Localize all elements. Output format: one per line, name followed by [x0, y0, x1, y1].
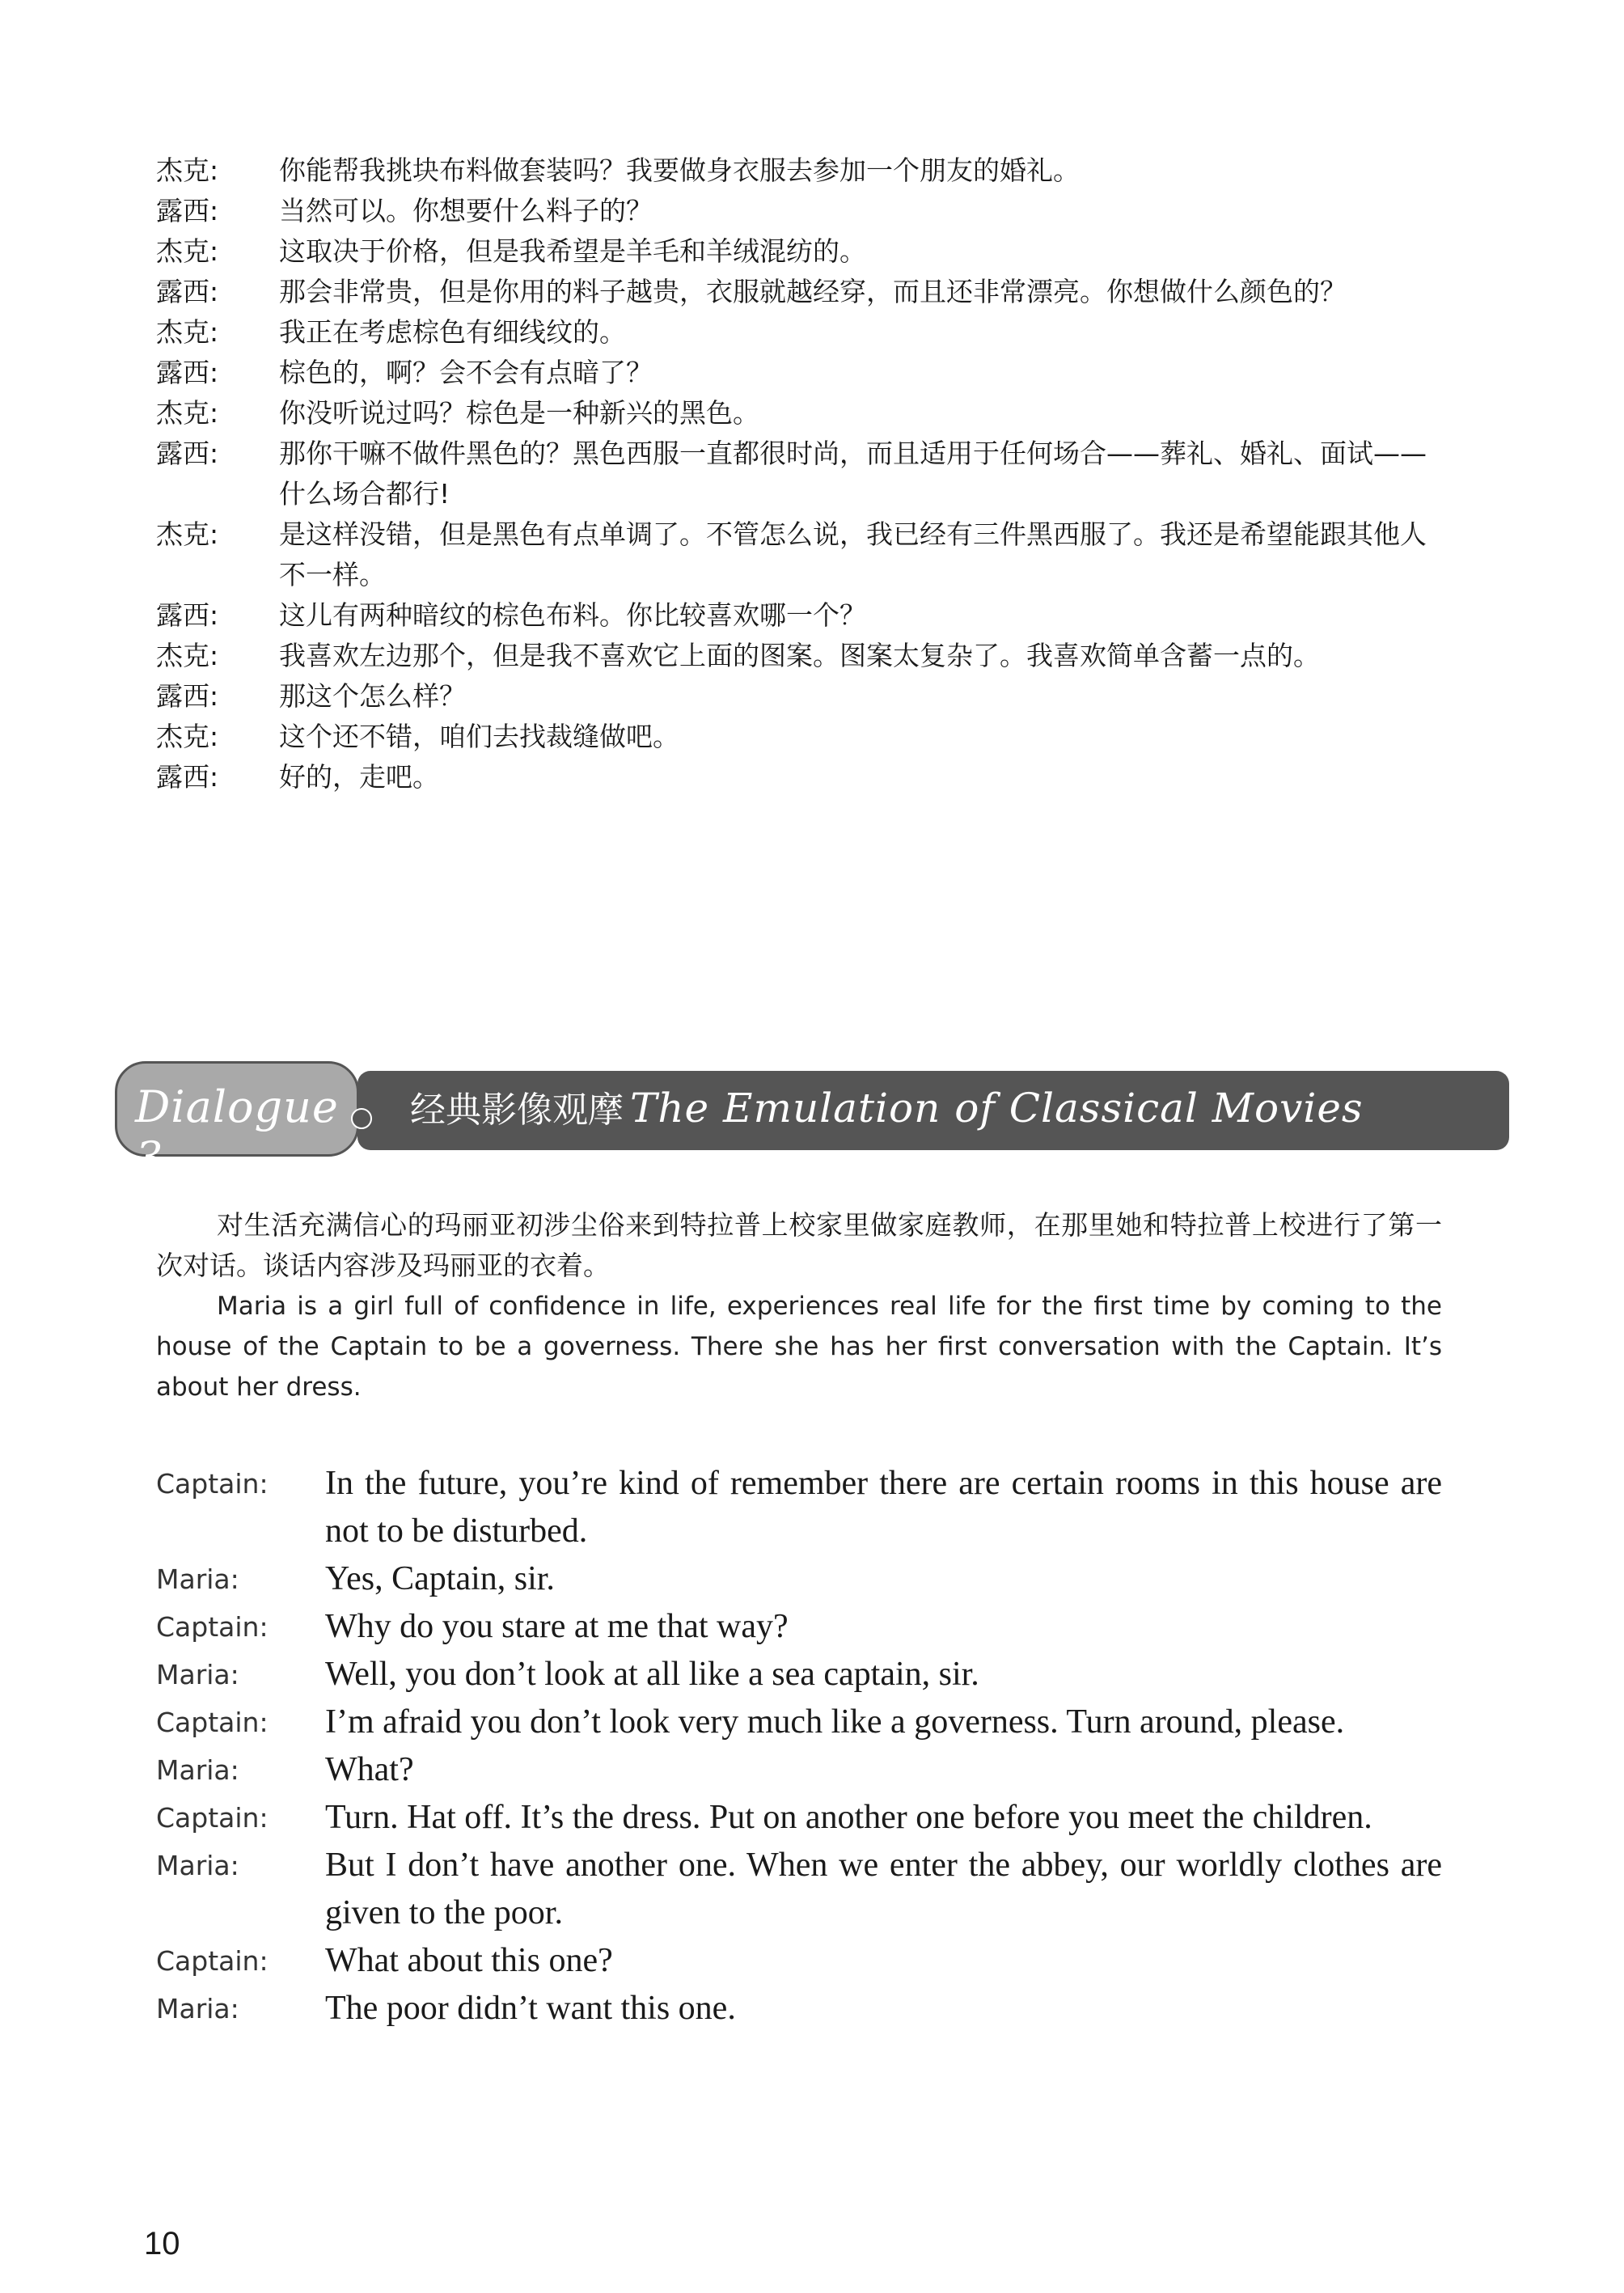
bullet-dot-icon [351, 1108, 372, 1129]
intro-block [156, 1205, 1442, 1407]
speaker-label: Captain: [156, 1468, 269, 1500]
dialogue-line [156, 1651, 1442, 1699]
speaker-label: Maria: [156, 1754, 239, 1786]
dialogue-text: Well, you don’t look at all like a sea captain, sir. [325, 1656, 979, 1693]
speaker-label: 杰克: [156, 640, 219, 671]
dialogue-line [156, 1460, 1442, 1555]
dialogue-text: 是这样没错，但是黑色有点单调了。不管怎么说，我已经有三件黑西服了。我还是希望能跟其他人不一样。 [279, 518, 1427, 590]
dialogue-line [156, 1937, 1442, 1985]
speaker-label: Maria: [156, 1850, 239, 1881]
speaker-label: 露西: [156, 761, 219, 793]
dialogue-text: 你能帮我挑块布料做套装吗？我要做身衣服去参加一个朋友的婚礼。 [279, 154, 1080, 186]
dialogue-text: 你没听说过吗？棕色是一种新兴的黑色。 [279, 397, 759, 429]
dialogue-line [156, 434, 1442, 514]
dialogue-line [156, 1746, 1442, 1794]
dialogue-text: What? [325, 1751, 414, 1788]
dialogue-line [156, 757, 1442, 797]
dialogue-line [156, 393, 1442, 434]
dialogue-line [156, 1699, 1442, 1746]
dialogue-text: I’m afraid you don’t look very much like a governess. Turn around, please. [325, 1703, 1345, 1741]
speaker-label: Captain: [156, 1707, 269, 1738]
dialogue-line [156, 595, 1442, 636]
speaker-label: 杰克: [156, 518, 219, 550]
dialogue-text: 那你干嘛不做件黑色的？黑色西服一直都很时尚，而且适用于任何场合——葬礼、婚礼、面试——什么场合都行! [279, 438, 1427, 510]
dialogue-line [156, 312, 1442, 353]
speaker-label: Maria: [156, 1659, 239, 1690]
speaker-label: Maria: [156, 1993, 239, 2024]
dialogue-line [156, 231, 1442, 272]
dialogue-text: Yes, Captain, sir. [325, 1560, 555, 1597]
dialogue-text: 我喜欢左边那个，但是我不喜欢它上面的图案。图案太复杂了。我喜欢简单含蓄一点的。 [279, 640, 1320, 671]
dialogue-line [156, 1555, 1442, 1603]
dialogue-line [156, 1985, 1442, 2033]
speaker-label: 杰克: [156, 154, 219, 186]
intro-paragraph-cn: 对生活充满信心的玛丽亚初涉尘俗来到特拉普上校家里做家庭教师，在那里她和特拉普上校进行了第一次对话。谈话内容涉及玛丽亚的衣着。 [156, 1209, 1442, 1281]
section-label: Dialogue 3 [135, 1081, 339, 1183]
section-title-en: The Emulation of Classical Movies [630, 1085, 1364, 1132]
section-banner [115, 1061, 1510, 1183]
speaker-label: 杰克: [156, 235, 219, 267]
speaker-label: 露西: [156, 599, 219, 631]
section-title [410, 1081, 1364, 1132]
speaker-label: Maria: [156, 1563, 239, 1595]
dialogue-text: 棕色的，啊？会不会有点暗了？ [279, 357, 653, 388]
dialogue-line [156, 150, 1442, 191]
dialogue-text: 那这个怎么样？ [279, 680, 466, 712]
chinese-dialogue [156, 150, 1442, 797]
dialogue-text: The poor didn’t want this one. [325, 1990, 736, 2027]
speaker-label: 露西: [156, 276, 219, 307]
dialogue-text: 这儿有两种暗纹的棕色布料。你比较喜欢哪一个？ [279, 599, 866, 631]
dialogue-text: What about this one? [325, 1942, 613, 1979]
dialogue-line [156, 676, 1442, 717]
banner-pill [115, 1061, 359, 1183]
dialogue-line [156, 353, 1442, 393]
dialogue-text: 这个还不错，咱们去找裁缝做吧。 [279, 721, 679, 752]
dialogue-text: 我正在考虑棕色有细线纹的。 [279, 316, 626, 348]
speaker-label: 露西: [156, 438, 219, 469]
dialogue-line [156, 514, 1442, 595]
speaker-label: Captain: [156, 1611, 269, 1643]
dialogue-line [156, 1842, 1442, 1937]
page-number: 10 [144, 2226, 180, 2261]
dialogue-text: But I don’t have another one. When we enter the abbey, our worldly clothes are given to the poor. [325, 1847, 1442, 1931]
speaker-label: Captain: [156, 1945, 269, 1977]
dialogue-text: 当然可以。你想要什么料子的？ [279, 195, 653, 226]
dialogue-line [156, 272, 1442, 312]
section-title-cn: 经典影像观摩 [410, 1089, 624, 1131]
intro-paragraph-en: Maria is a girl full of confidence in life, experiences real life for the first time by coming to the house of the Captain to be a governess. There she has her first conversation with the Captain. It’s about her dress. [156, 1292, 1442, 1402]
speaker-label: 露西: [156, 680, 219, 712]
speaker-label: Captain: [156, 1802, 269, 1834]
dialogue-line [156, 717, 1442, 757]
dialogue-text: In the future, you’re kind of remember there are certain rooms in this house are not to be disturbed. [325, 1465, 1442, 1550]
dialogue-text: Turn. Hat off. It’s the dress. Put on another one before you meet the children. [325, 1799, 1372, 1836]
dialogue-text: 好的，走吧。 [279, 761, 439, 793]
speaker-label: 杰克: [156, 316, 219, 348]
english-dialogue [156, 1460, 1442, 2033]
dialogue-line [156, 1603, 1442, 1651]
dialogue-text: Why do you stare at me that way? [325, 1608, 789, 1645]
speaker-label: 杰克: [156, 397, 219, 429]
dialogue-text: 那会非常贵，但是你用的料子越贵，衣服就越经穿，而且还非常漂亮。你想做什么颜色的？ [279, 276, 1347, 307]
speaker-label: 杰克: [156, 721, 219, 752]
dialogue-line [156, 191, 1442, 231]
speaker-label: 露西: [156, 195, 219, 226]
dialogue-line [156, 636, 1442, 676]
speaker-label: 露西: [156, 357, 219, 388]
dialogue-line [156, 1794, 1442, 1842]
dialogue-text: 这取决于价格，但是我希望是羊毛和羊绒混纺的。 [279, 235, 866, 267]
